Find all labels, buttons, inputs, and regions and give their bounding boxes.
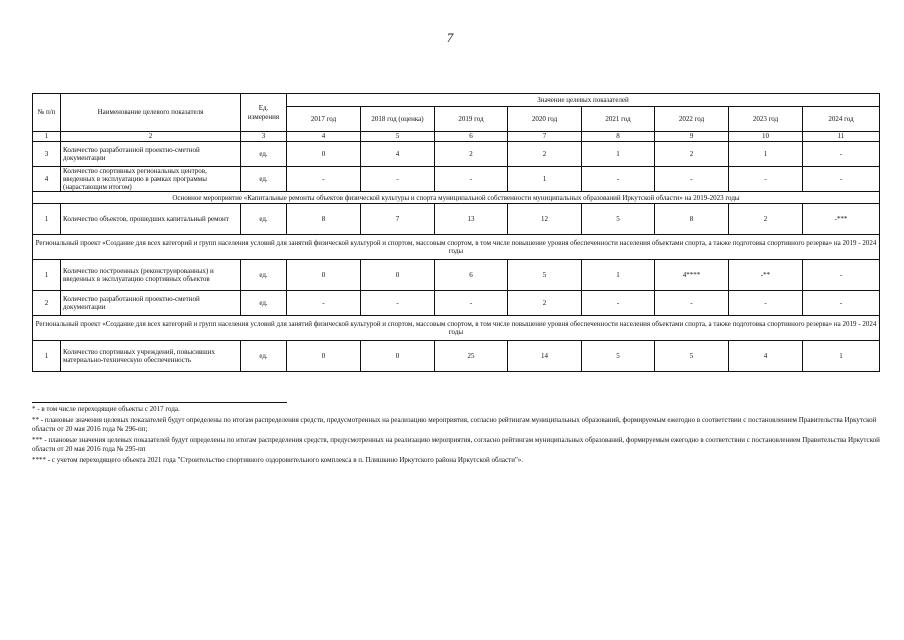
row-value: - — [361, 291, 435, 316]
row-value: 5 — [655, 341, 729, 372]
footnote: ** - плановые значения целевых показателей будут определены по итогам распределения средств, предусмотренных на реализацию мероприятия, согласно рейтингам муниципальных образований, формируемым ежегодно в соответствии с постановлением Правительства Иркутской области от 20 мая 2016 года № 296-пп; — [32, 416, 877, 434]
footnotes — [32, 402, 882, 468]
header-year: 2021 год — [582, 107, 655, 132]
row-value: 6 — [435, 260, 508, 291]
row-unit: ед. — [241, 167, 287, 192]
row-value: - — [582, 291, 655, 316]
section-title: Основное мероприятие «Капитальные ремонты объектов физической культуры и спорта муниципальной собственности муниципальных образований Иркутской области» на 2019-2023 годы — [33, 192, 880, 204]
row-value: 14 — [508, 341, 582, 372]
section-row — [33, 235, 880, 260]
row-value: 2 — [508, 142, 582, 167]
row-name: Количество разработанной проектно-сметной документации — [61, 142, 241, 167]
column-index: 4 — [287, 132, 361, 142]
row-value: - — [287, 291, 361, 316]
row-value: 8 — [655, 204, 729, 235]
column-index: 9 — [655, 132, 729, 142]
row-value: 2 — [508, 291, 582, 316]
row-num: 4 — [33, 167, 61, 192]
footnote: *** - плановые значения целевых показателей будут определены по итогам распределения средств, предусмотренных на реализацию мероприятия, согласно рейтингам муниципальных образований, формируемым ежегодно в соответствии с постановлением Правительства Иркутской области от 20 мая 2016 года № 295-пп — [32, 436, 880, 454]
row-value: 5 — [508, 260, 582, 291]
header-unit: Ед. измерения — [241, 94, 287, 132]
row-value: 7 — [361, 204, 435, 235]
indicators-table — [32, 93, 880, 372]
row-value: 1 — [582, 142, 655, 167]
section-row — [33, 316, 880, 341]
row-value: 4 — [361, 142, 435, 167]
row-name: Количество построенных (реконструированных) и введенных в эксплуатацию спортивных объектов — [61, 260, 241, 291]
header-row-1 — [33, 94, 880, 107]
row-unit: ед. — [241, 260, 287, 291]
header-num: № п/п — [33, 94, 61, 132]
row-unit: ед. — [241, 142, 287, 167]
row-unit: ед. — [241, 341, 287, 372]
header-year: 2020 год — [508, 107, 582, 132]
row-value: 2 — [655, 142, 729, 167]
column-index: 1 — [33, 132, 61, 142]
table-row — [33, 142, 880, 167]
row-value: 8 — [287, 204, 361, 235]
row-num: 1 — [33, 204, 61, 235]
footnote-divider — [32, 402, 287, 403]
row-value: 4 — [729, 341, 803, 372]
row-value: 0 — [287, 341, 361, 372]
section-title: Региональный проект «Создание для всех категорий и групп населения условий для занятий физической культурой и спортом, массовым спортом, в том числе повышение уровня обеспеченности населения объектами спорта, а также подготовка спортивного резерва» на 2019 - 2024 годы — [33, 316, 880, 341]
row-value: - — [582, 167, 655, 192]
row-name: Количество спортивных региональных центров, введенных в эксплуатацию в рамках программы (нарастающим итогом) — [61, 167, 241, 192]
row-value: 4**** — [655, 260, 729, 291]
row-value: 1 — [729, 142, 803, 167]
row-name: Количество спортивных учреждений, повысивших материально-техническую обеспеченность — [61, 341, 241, 372]
column-index: 8 — [582, 132, 655, 142]
row-value: 0 — [287, 260, 361, 291]
row-value: 2 — [729, 204, 803, 235]
row-name: Количество разработанной проектно-сметной документации — [61, 291, 241, 316]
row-value: - — [729, 291, 803, 316]
row-value: 5 — [582, 204, 655, 235]
row-value: - — [803, 291, 880, 316]
row-unit: ед. — [241, 291, 287, 316]
row-value: 1 — [582, 260, 655, 291]
header-name: Наименование целевого показателя — [61, 94, 241, 132]
row-value: 2 — [435, 142, 508, 167]
row-value: - — [287, 167, 361, 192]
row-value: - — [655, 291, 729, 316]
footnote: * - в том числе переходящие объекты с 2017 года. — [32, 405, 180, 413]
row-value: - — [803, 260, 880, 291]
row-num: 3 — [33, 142, 61, 167]
row-unit: ед. — [241, 204, 287, 235]
page-number: 7 — [446, 30, 454, 45]
header-year: 2023 год — [729, 107, 803, 132]
row-num: 2 — [33, 291, 61, 316]
row-value: - — [655, 167, 729, 192]
header-year: 2018 год (оценка) — [361, 107, 435, 132]
row-value: -*** — [803, 204, 880, 235]
row-value: -** — [729, 260, 803, 291]
row-value: - — [803, 167, 880, 192]
row-value: - — [435, 291, 508, 316]
column-index-row — [33, 132, 880, 142]
column-index: 5 — [361, 132, 435, 142]
header-year: 2022 год — [655, 107, 729, 132]
row-value: - — [803, 142, 880, 167]
row-value: 1 — [508, 167, 582, 192]
row-value: 5 — [582, 341, 655, 372]
row-value: - — [729, 167, 803, 192]
row-value: 1 — [803, 341, 880, 372]
column-index: 7 — [508, 132, 582, 142]
row-value: 13 — [435, 204, 508, 235]
column-index: 11 — [803, 132, 880, 142]
row-value: 25 — [435, 341, 508, 372]
row-value: - — [361, 167, 435, 192]
header-year: 2019 год — [435, 107, 508, 132]
header-year: 2024 год — [803, 107, 880, 132]
row-value: 12 — [508, 204, 582, 235]
row-num: 1 — [33, 260, 61, 291]
column-index: 2 — [61, 132, 241, 142]
table-row — [33, 291, 880, 316]
row-num: 1 — [33, 341, 61, 372]
section-title: Региональный проект «Создание для всех категорий и групп населения условий для занятий физической культурой и спортом, массовым спортом, в том числе повышение уровня обеспеченности населения объектами спорта, а также подготовка спортивного резерва» на 2019 - 2024 годы — [33, 235, 880, 260]
row-value: 0 — [287, 142, 361, 167]
section-row — [33, 192, 880, 204]
column-index: 10 — [729, 132, 803, 142]
row-value: - — [435, 167, 508, 192]
table-row — [33, 167, 880, 192]
row-value: 0 — [361, 341, 435, 372]
table-row — [33, 204, 880, 235]
column-index: 3 — [241, 132, 287, 142]
header-year: 2017 год — [287, 107, 361, 132]
table-row — [33, 341, 880, 372]
row-name: Количество объектов, прошедших капитальный ремонт — [61, 204, 241, 235]
column-index: 6 — [435, 132, 508, 142]
table-row — [33, 260, 880, 291]
row-value: 0 — [361, 260, 435, 291]
header-values-group: Значение целевых показателей — [287, 94, 880, 107]
footnote: **** - с учетом переходящего объекта 2021 года "Строительство спортивного оздоровительного комплекса в п. Плишкино Иркутского района Иркутской области"». — [32, 456, 524, 465]
